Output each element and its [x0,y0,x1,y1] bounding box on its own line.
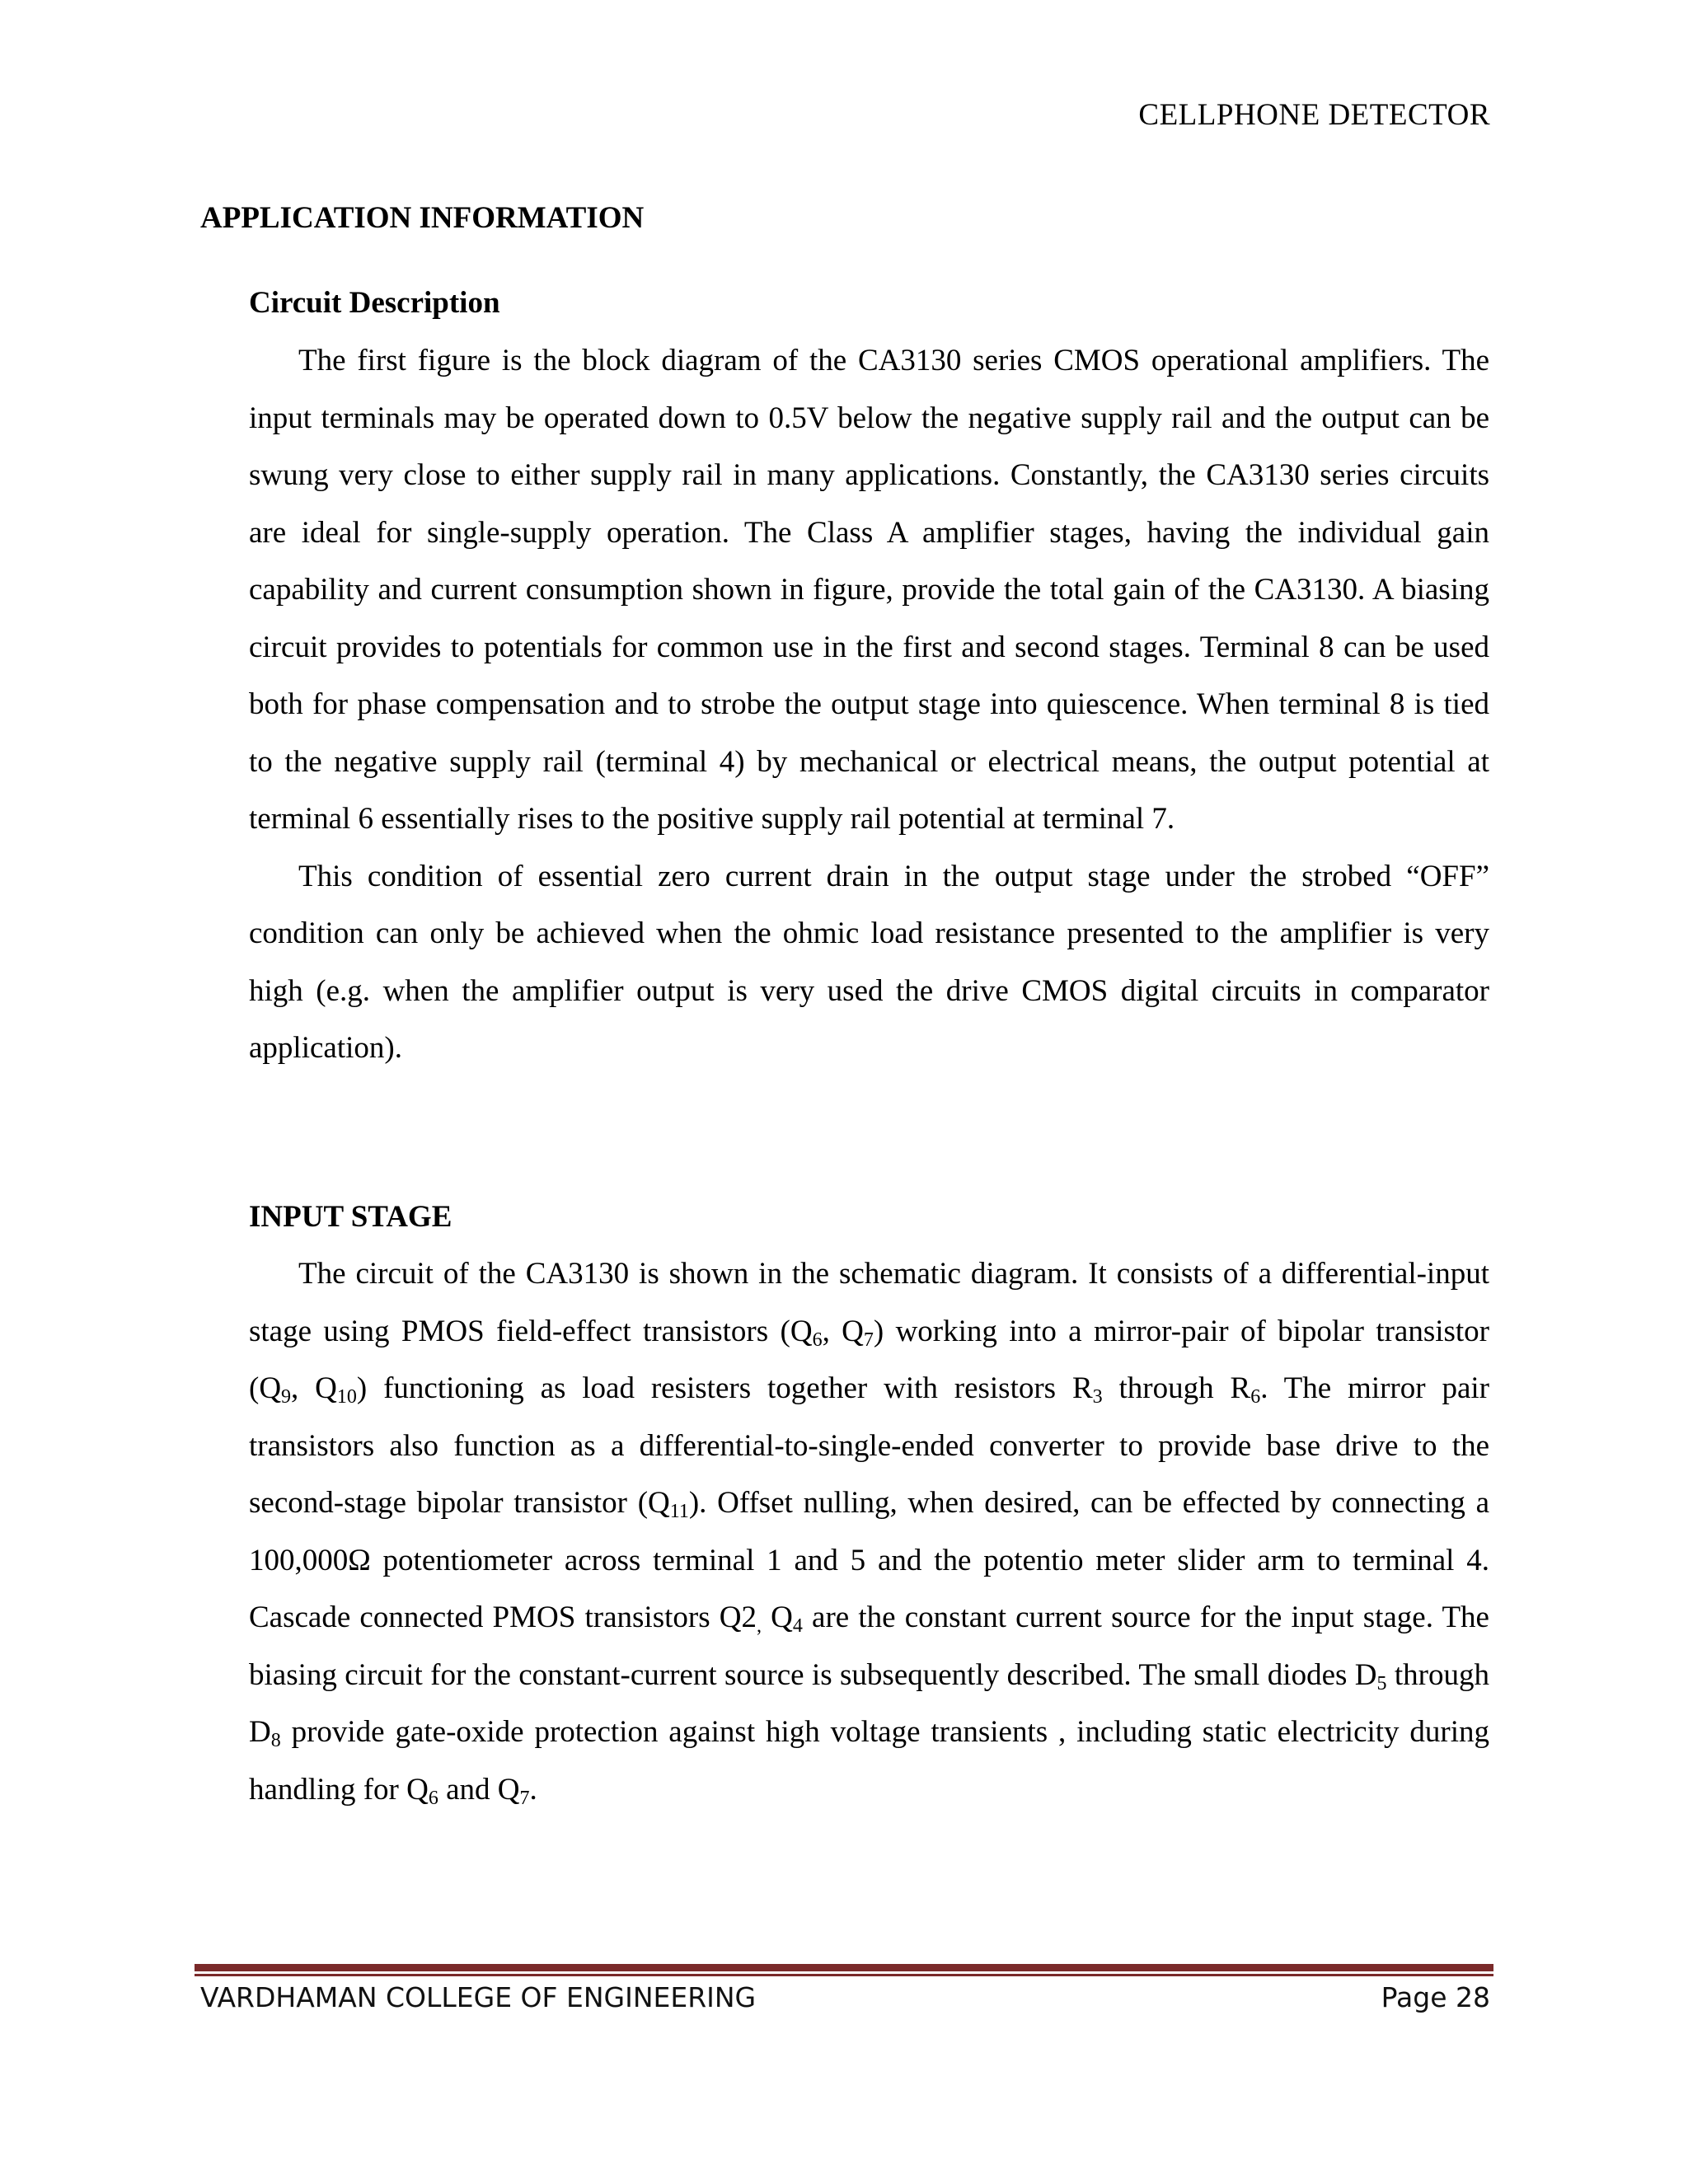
circuit-description-body [249,332,1489,1077]
circuit-description-heading: Circuit Description [249,286,500,320]
paragraph: This condition of essential zero current drain in the output stage under the strobed “OFF” condition can only be achieved when the ohmic load resistance presented to the amplifier is very high (e.g. when the amplifier output is very used the drive CMOS digital circuits in comparator application). [249,859,1489,1065]
footer-institution: VARDHAMAN COLLEGE OF ENGINEERING [200,1981,757,2013]
page-footer [200,1981,1490,2013]
paragraph: The circuit of the CA3130 is shown in the schematic diagram. It consists of a differential-input stage using PMOS field-effect transistors ($Q_6$, $Q_7$) working into a mirror-pair of bipolar transistor ($Q_9$, $Q_{10}$) functioning as load resisters together with resistors $R_3$ through $R_6$. The mirror pair transistors also function as a differential-to-single-ended converter to provide base drive to the second-stage bipolar transistor $(Q_{11})$. Offset nulling, when desired, can be effected by connecting a 100,000Ω potentiometer across terminal 1 and 5 and the potentio meter slider arm to terminal 4. Cascade connected PMOS transistors $Q2_,$ $Q_4$ are the constant current source for the input stage. The biasing circuit for the constant-current source is subsequently described. The small diodes $D_5$ through $D_8$ provide gate-oxide protection against high voltage transients , including static electricity during handling for $Q_6$ and $Q_7$. [249,1257,1489,1809]
paragraph: The first figure is the block diagram of the CA3130 series CMOS operational amplifiers. The input terminals may be operated down to 0.5V below the negative supply rail and the output can be swung very close to either supply rail in many applications. Constantly, the CA3130 series circuits are ideal for single-supply operation. The Class A amplifier stages, having the individual gain capability and current consumption shown in figure, provide the total gain of the CA3130. A biasing circuit provides to potentials for common use in the first and second stages. Terminal 8 can be used both for phase compensation and to strobe the output stage into quiescence. When terminal 8 is tied to the negative supply rail (terminal 4) by mechanical or electrical means, the output potential at terminal 6 essentially rises to the positive supply rail potential at terminal 7. [249,344,1489,836]
input-stage-body [249,1245,1489,1818]
section-heading: APPLICATION INFORMATION [200,201,645,235]
running-header: CELLPHONE DETECTOR [1138,98,1490,132]
footer-divider [195,1964,1493,1976]
input-stage-heading: INPUT STAGE [249,1200,452,1234]
page-number: Page 28 [1381,1981,1490,2013]
